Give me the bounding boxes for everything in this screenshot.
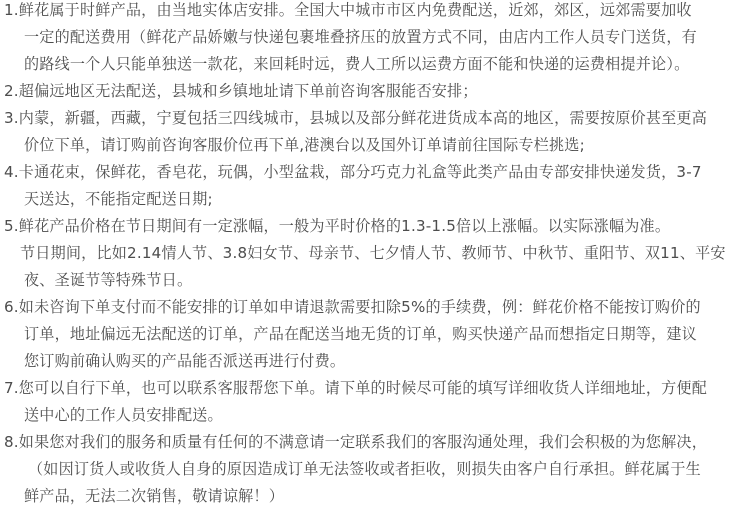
notice-item-3-line-1: 3.内蒙，新疆，西藏，宁夏包括三四线城市，县城以及部分鲜花进货成本高的地区，需要按原价甚至更高 xyxy=(4,109,708,127)
notice-item-4-line-2: 天送达，不能指定配送日期; xyxy=(24,190,213,208)
notice-item-6-line-1: 6.如未咨询下单支付而不能安排的订单如申请退款需要扣除5%的手续费，例：鲜花价格不能按订购价的 xyxy=(4,298,701,316)
notice-item-1-line-3: 的路线一个人只能单独送一款花，来回耗时远，费人工所以运费方面不能和快递的运费相提并论）。 xyxy=(24,55,690,73)
notice-item-8-line-2: （如因订货人或收货人自身的原因造成订单无法签收或者拒收，则损失由客户自行承担。鲜花属于生 xyxy=(28,460,701,478)
notice-item-7-line-2: 送中心的工作人员安排配送。 xyxy=(24,406,223,424)
notice-item-5-line-1: 5.鲜花产品价格在节日期间有一定涨幅，一般为平时价格的1.3-1.5倍以上涨幅。以实际涨幅为准。 xyxy=(4,217,671,235)
notice-item-4-line-1: 4.卡通花束，保鲜花，香皂花，玩偶，小型盆栽，部分巧克力礼盒等此类产品由专部安排快递发货，3-7 xyxy=(4,163,702,181)
notice-item-8-line-1: 8.如果您对我们的服务和质量有任何的不满意请一定联系我们的客服沟通处理，我们会积极的为您解决， xyxy=(4,433,708,451)
notice-item-6-line-2: 订单，地址偏远无法配送的订单，产品在配送当地无货的订单，购买快递产品而想指定日期等，建议 xyxy=(24,325,697,343)
notice-item-5-line-3: 夜、圣诞节等特殊节日。 xyxy=(24,271,193,289)
notice-item-2-line-1: 2.超偏远地区无法配送，县城和乡镇地址请下单前咨询客服能否安排； xyxy=(4,82,478,100)
notice-item-6-line-3: 您订购前确认购买的产品能否派送再进行付费。 xyxy=(24,352,346,370)
notice-item-1-line-1: 1.鲜花属于时鲜产品，由当地实体店安排。全国大中城市市区内免费配送，近郊，郊区，远郊需要加收 xyxy=(4,1,692,19)
notice-item-3-line-2: 价位下单，请订购前咨询客服价位再下单,港澳台以及国外订单请前往国际专栏挑选; xyxy=(24,136,585,154)
notice-item-8-line-3: 鲜产品，无法二次销售，敬请谅解！） xyxy=(24,487,284,505)
notice-item-7-line-1: 7.您可以自行下单，也可以联系客服帮您下单。请下单的时候尽可能的填写详细收货人详细地址，方便配 xyxy=(4,379,708,397)
notice-item-1-line-2: 一定的配送费用（鲜花产品娇嫩与快递包裹堆叠挤压的放置方式不同，由店内工作人员专门送货，有 xyxy=(24,28,697,46)
notice-item-5-line-2: 节日期间，比如2.14情人节、3.8妇女节、母亲节、七夕情人节、教师节、中秋节、重阳节、双11、平安 xyxy=(20,244,726,262)
